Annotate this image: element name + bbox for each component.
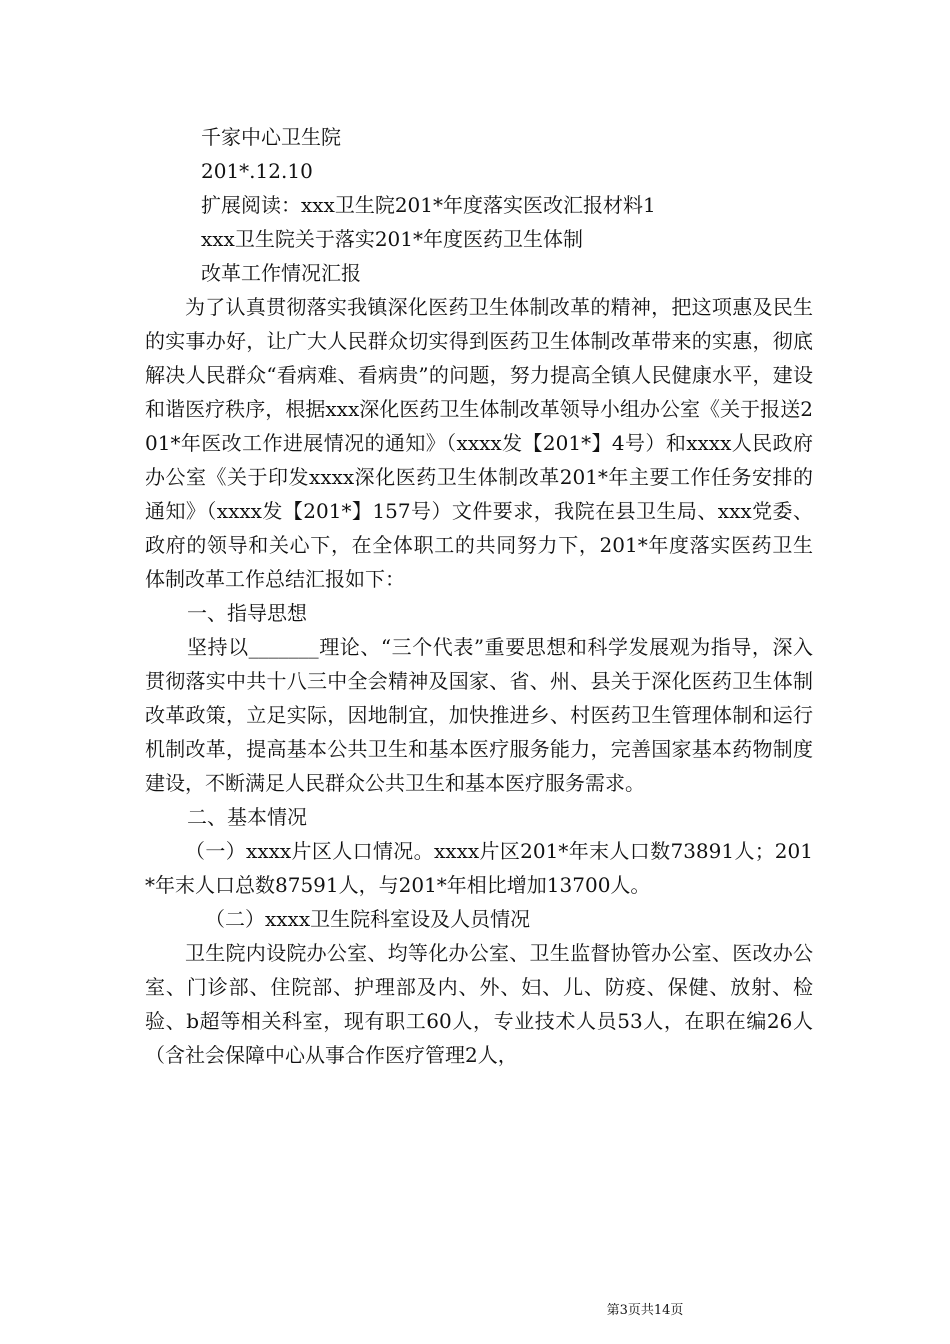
org-name: 千家中心卫生院 [201, 125, 341, 149]
page-footer: 第3页共14页 [606, 1303, 684, 1318]
report-title-line2: 改革工作情况汇报 [201, 261, 361, 285]
report-date: 201*.12.10 [201, 159, 313, 183]
population-paragraph: （一）xxxx片区人口情况。xxxx片区201*年末人口数73891人；201*年末人口总数87591人，与201*年相比增加13700人。 [145, 839, 813, 897]
section-heading-basic: 二、基本情况 [187, 805, 307, 829]
intro-paragraph: 为了认真贯彻落实我镇深化医药卫生体制改革的精神，把这项惠及民生的实事办好，让广大人民群众切实得到医药卫生体制改革带来的实惠，彻底解决人民群众“看病难、看病贵”的问题，努力提高全镇人民健康水平，建设和谐医疗秩序，根据xxx深化医药卫生体制改革领导小组办公室《关于报送201*年医改工作进展情况的通知》（xxxx发【201*】4号）和xxxx人民政府办公室《关于印发xxxx深化医药卫生体制改革201*年主要工作任务安排的通知》（xxxx发【201*】157号）文件要求，我院在县卫生局、xxx党委、政府的领导和关心下，在全体职工的共同努力下，201*年度落实医药卫生体制改革工作总结汇报如下： [145, 295, 813, 591]
report-title-line1: xxx卫生院关于落实201*年度医药卫生体制 [201, 227, 584, 251]
subheading-departments: （二）xxxx卫生院科室设及人员情况 [205, 907, 531, 931]
document-body [145, 120, 813, 1072]
departments-paragraph: 卫生院内设院办公室、均等化办公室、卫生监督协管办公室、医改办公室、门诊部、住院部、护理部及内、外、妇、儿、防疫、保健、放射、检验、b超等相关科室，现有职工60人，专业技术人员53人，在职在编26人（含社会保障中心从事合作医疗管理2人， [145, 941, 813, 1067]
section-heading-guiding: 一、指导思想 [187, 601, 307, 625]
extended-reading: 扩展阅读：xxx卫生院201*年度落实医改汇报材料1 [201, 193, 656, 217]
guiding-paragraph: 坚持以_______理论、“三个代表”重要思想和科学发展观为指导，深入贯彻落实中共十八三中全会精神及国家、省、州、县关于深化医药卫生体制改革政策，立足实际，因地制宜，加快推进乡、村医药卫生管理体制和运行机制改革，提高基本公共卫生和基本医疗服务能力，完善国家基本药物制度建设，不断满足人民群众公共卫生和基本医疗服务需求。 [145, 635, 813, 795]
